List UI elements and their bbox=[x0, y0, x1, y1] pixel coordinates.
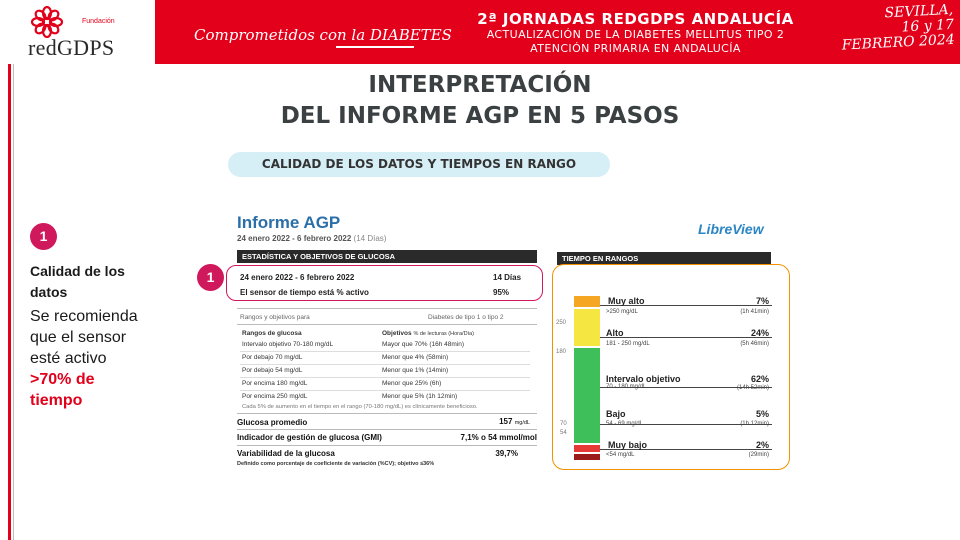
range-row-2: Por debajo 54 mg/dL bbox=[242, 367, 303, 374]
tick-54: 54 bbox=[560, 430, 567, 436]
tir-range-pct-1: 24% bbox=[750, 328, 769, 338]
avg-glucose-unit: mg/dL bbox=[514, 420, 530, 426]
row-divider bbox=[240, 351, 530, 352]
tir-range-name-3: Bajo bbox=[606, 409, 626, 419]
tir-bar-segment-4 bbox=[574, 454, 600, 460]
tir-range-time-3: (1h 12min) bbox=[740, 421, 769, 427]
sensor-active-label: El sensor de tiempo está % activo bbox=[240, 288, 369, 297]
tir-bar-segment-1 bbox=[574, 309, 600, 346]
tir-range-name-1: Alto bbox=[606, 328, 624, 338]
tick-70: 70 bbox=[560, 421, 567, 427]
report-step-badge: 1 bbox=[197, 264, 224, 291]
tir-range-time-0: (1h 41min) bbox=[740, 309, 769, 315]
avg-glucose-number: 157 bbox=[499, 417, 513, 426]
row-divider bbox=[240, 364, 530, 365]
slide-title-line2: DEL INFORME AGP EN 5 PASOS bbox=[280, 103, 680, 129]
step-highlight-2: tiempo bbox=[30, 392, 83, 409]
row-divider bbox=[240, 377, 530, 378]
targets-diabetes-type: Diabetes de tipo 1 o tipo 2 bbox=[428, 314, 504, 321]
range-row-3: Por encima 180 mg/dL bbox=[242, 380, 308, 387]
sensor-active-value: 95% bbox=[493, 288, 510, 297]
logo-foundation-text: Fundación bbox=[82, 18, 115, 25]
variability-label: Variabilidad de la glucosa bbox=[237, 449, 335, 458]
objective-row-2: Menor que 1% (14min) bbox=[382, 367, 449, 374]
range-row-0: Intervalo objetivo 70-180 mg/dL bbox=[242, 341, 334, 348]
report-dates bbox=[237, 234, 386, 243]
targets-title: Rangos y objetivos para bbox=[240, 314, 310, 321]
left-accent-bar bbox=[8, 64, 11, 540]
event-month-year: FEBRERO 2024 bbox=[841, 31, 956, 54]
slogan: Comprometidos con la DIABETES bbox=[194, 26, 452, 44]
tir-range-sub-3: 54 - 69 mg/dL bbox=[606, 421, 644, 427]
tir-range-pct-0: 7% bbox=[755, 296, 769, 306]
tir-range-name-0: Muy alto bbox=[608, 296, 645, 306]
tir-range-time-4: (29min) bbox=[748, 452, 769, 458]
tir-section-header: TIEMPO EN RANGOS bbox=[557, 252, 771, 265]
event-info bbox=[468, 10, 803, 56]
step-title: Calidad de los datos bbox=[30, 263, 125, 300]
avg-glucose-value bbox=[470, 417, 530, 426]
report-title: Informe AGP bbox=[237, 213, 341, 232]
avg-glucose-label: Glucosa promedio bbox=[237, 418, 308, 427]
gmi-value: 7,1% o 54 mmol/mol bbox=[460, 433, 537, 442]
slide-title-line1: INTERPRETACIÓN bbox=[368, 72, 592, 98]
tir-range-time-1: (5h 46min) bbox=[740, 341, 769, 347]
slogan-underline bbox=[336, 46, 414, 48]
objective-row-3: Menor que 25% (6h) bbox=[382, 380, 442, 387]
flower-logo-icon bbox=[30, 6, 64, 38]
tir-range-sub-0: >250 mg/dL bbox=[606, 309, 638, 315]
event-days: 16 y 17 bbox=[901, 16, 955, 36]
header-banner bbox=[0, 0, 960, 64]
divider bbox=[237, 308, 537, 309]
tir-range-pct-4: 2% bbox=[755, 440, 769, 450]
left-accent-line bbox=[13, 64, 14, 540]
range-dates: 24 enero 2022 - 6 febrero 2022 bbox=[240, 273, 355, 282]
tir-range-sub-2: 70 - 180 mg/dL bbox=[606, 384, 647, 390]
gmi-label: Indicador de gestión de glucosa (GMI) bbox=[237, 433, 382, 442]
step-number-badge: 1 bbox=[30, 223, 57, 250]
step-highlight-1: >70% de bbox=[30, 371, 95, 388]
event-subtitle-1: ACTUALIZACIÓN DE LA DIABETES MELLITUS TIPO 2 bbox=[486, 28, 785, 41]
range-row-4: Por encima 250 mg/dL bbox=[242, 393, 308, 400]
row-divider bbox=[240, 390, 530, 391]
slide-title bbox=[260, 70, 700, 132]
divider bbox=[237, 413, 537, 414]
report-days: (14 Días) bbox=[353, 234, 387, 243]
objective-row-0: Mayor que 70% (16h 48min) bbox=[382, 341, 465, 348]
col-objectives-header bbox=[382, 330, 474, 337]
variability-note: Definido como porcentaje de coeficiente de variación (%CV); objetivo ≤36% bbox=[237, 461, 435, 467]
tir-range-name-2: Intervalo objetivo bbox=[606, 374, 681, 384]
col-objectives-label: Objetivos bbox=[382, 330, 412, 337]
divider bbox=[237, 429, 537, 430]
objective-row-1: Menor que 4% (58min) bbox=[382, 354, 449, 361]
variability-value: 39,7% bbox=[495, 449, 518, 458]
range-row-1: Por debajo 70 mg/dL bbox=[242, 354, 303, 361]
tir-range-name-4: Muy bajo bbox=[608, 440, 648, 450]
divider bbox=[237, 445, 537, 446]
event-title: 2ª JORNADAS REDGDPS ANDALUCÍA bbox=[477, 10, 794, 28]
tir-bar-segment-0 bbox=[574, 296, 600, 307]
tick-180: 180 bbox=[556, 349, 567, 355]
tir-range-pct-3: 5% bbox=[755, 409, 769, 419]
tir-range-sub-1: 181 - 250 mg/dL bbox=[606, 341, 650, 347]
event-subtitle-2: ATENCIÓN PRIMARIA EN ANDALUCÍA bbox=[530, 42, 741, 55]
divider bbox=[237, 324, 537, 325]
tir-range-sub-4: <54 mg/dL bbox=[606, 452, 635, 458]
range-days: 14 Días bbox=[493, 273, 522, 282]
section-pill: CALIDAD DE LOS DATOS Y TIEMPOS EN RANGO bbox=[228, 152, 610, 177]
stats-section-header: ESTADÍSTICA Y OBJETIVOS DE GLUCOSA bbox=[237, 250, 537, 263]
objective-row-4: Menor que 5% (1h 12min) bbox=[382, 393, 458, 400]
event-location-dates bbox=[829, 3, 955, 54]
libreview-brand: LibreView bbox=[698, 221, 764, 237]
logo-area bbox=[0, 0, 155, 64]
step-body-text: Se recomienda que el sensor esté activo bbox=[30, 308, 138, 367]
tir-range-time-2: (14h 52min) bbox=[736, 385, 769, 391]
tir-bar-segment-3 bbox=[574, 445, 600, 453]
logo-name: redGDPS bbox=[28, 35, 115, 60]
targets-footnote: Cada 5% de aumento en el tiempo en el rango (70-180 mg/dL) es clínicamente beneficioso. bbox=[242, 404, 478, 410]
col-ranges-header: Rangos de glucosa bbox=[242, 330, 302, 337]
report-date-range: 24 enero 2022 - 6 febrero 2022 bbox=[237, 234, 352, 243]
col-objectives-note: % de lecturas (Hora/Día) bbox=[413, 331, 474, 337]
tick-250: 250 bbox=[556, 320, 567, 326]
tir-bar-segment-2 bbox=[574, 348, 600, 443]
event-city: SEVILLA, bbox=[884, 1, 954, 22]
step-body bbox=[30, 306, 160, 411]
tir-range-pct-2: 62% bbox=[750, 374, 769, 384]
